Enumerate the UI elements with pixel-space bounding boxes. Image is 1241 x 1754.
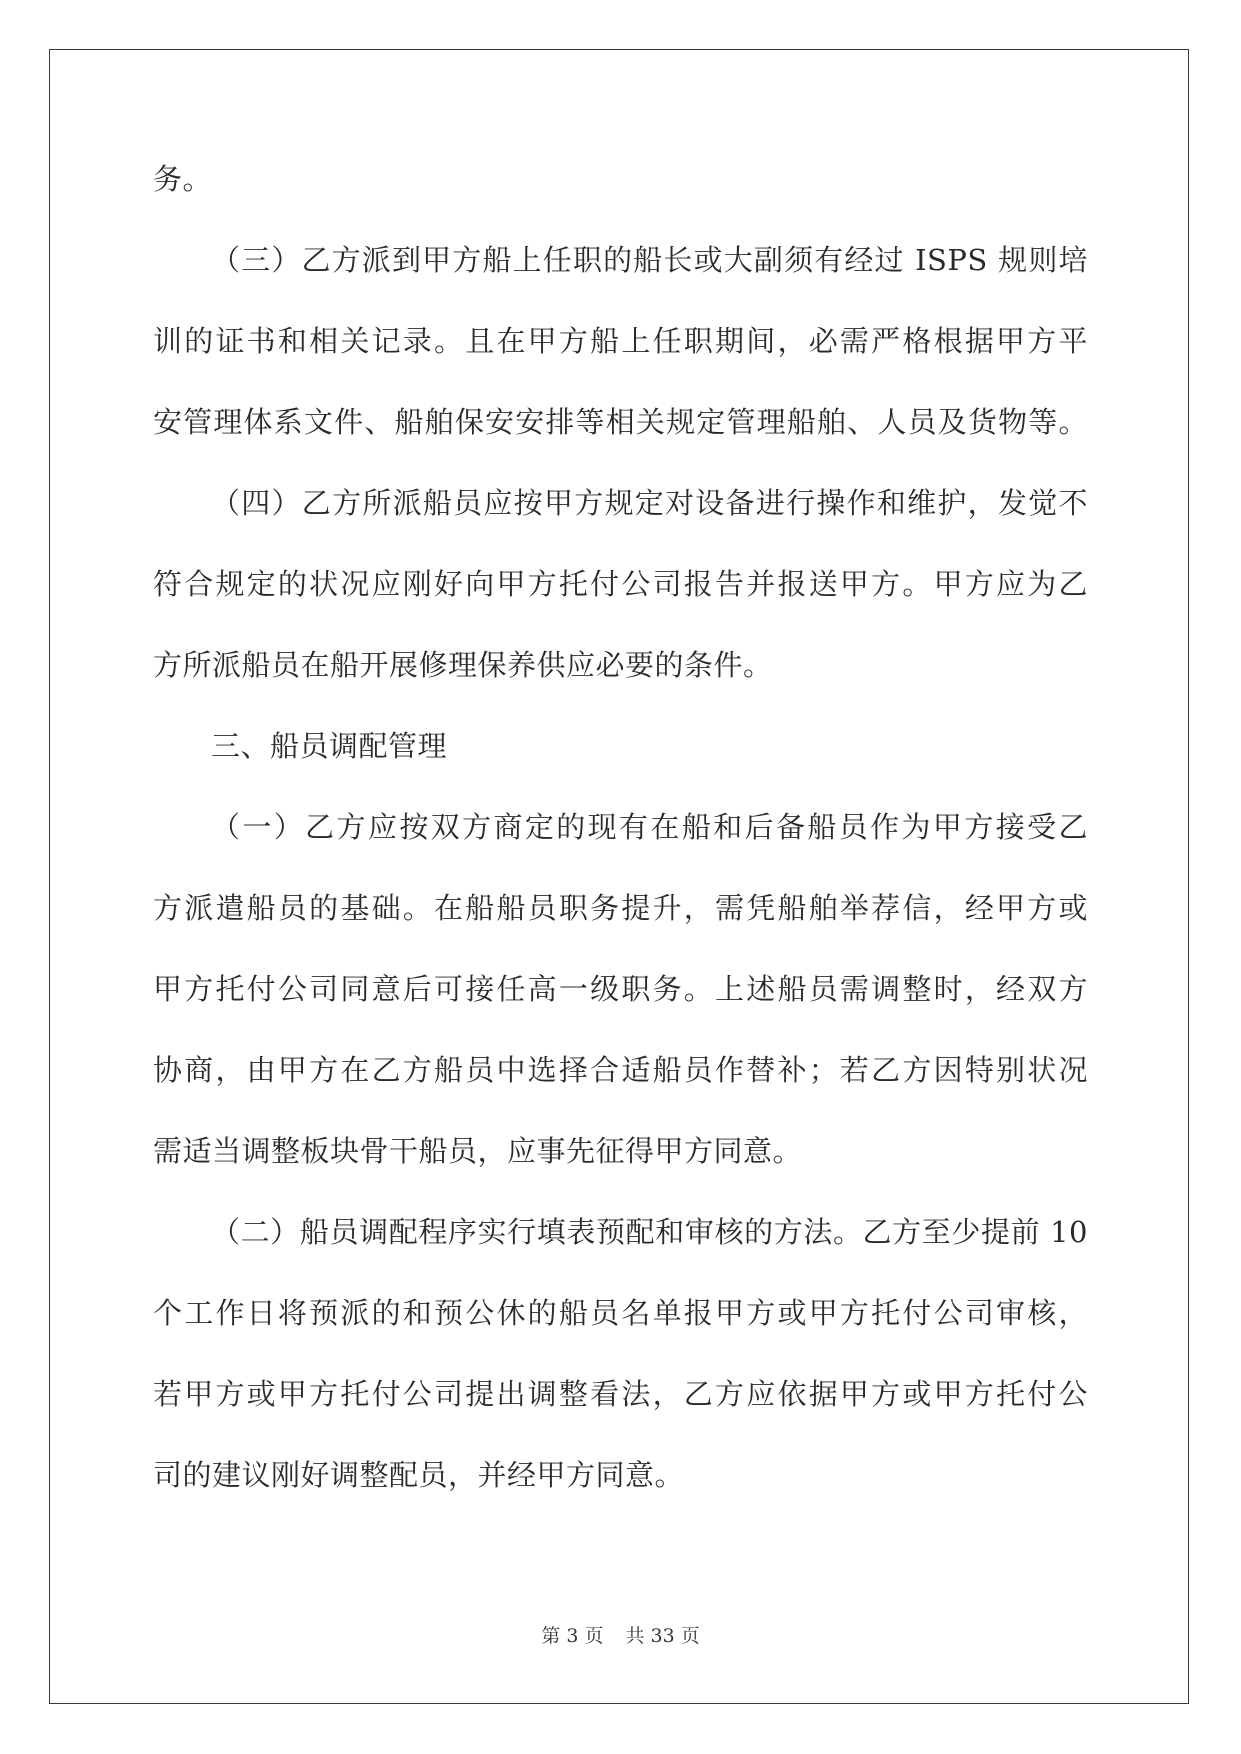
text-line: 务。 [153, 162, 213, 196]
text-line: 方派遣船员的基础。在船船员职务提升，需凭船舶举荐信，经甲方或 [153, 891, 1088, 925]
section-heading: 三、船员调配管理 [211, 729, 448, 763]
text-line: 个工作日将预派的和预公休的船员名单报甲方或甲方托付公司审核， [153, 1296, 1088, 1330]
document-body [153, 162, 1088, 1539]
text-line: 协商，由甲方在乙方船员中选择合适船员作替补；若乙方因特别状况 [153, 1053, 1088, 1087]
text-line: 司的建议刚好调整配员，并经甲方同意。 [153, 1458, 685, 1492]
text-line: 训的证书和相关记录。且在甲方船上任职期间，必需严格根据甲方平 [153, 324, 1088, 358]
text-line: （二）船员调配程序实行填表预配和审核的方法。乙方至少提前 10 [211, 1215, 1088, 1249]
text-line: （四）乙方所派船员应按甲方规定对设备进行操作和维护，发觉不 [211, 486, 1088, 520]
text-line: 方所派船员在船开展修理保养供应必要的条件。 [153, 648, 773, 682]
page-number: 第 3 页 [541, 1625, 604, 1647]
text-line: 符合规定的状况应刚好向甲方托付公司报告并报送甲方。甲方应为乙 [153, 567, 1088, 601]
page-total: 共 33 页 [625, 1625, 700, 1647]
text-line: 安管理体系文件、船舶保安安排等相关规定管理船舶、人员及货物等。 [153, 405, 1088, 439]
page-footer [0, 1621, 1241, 1648]
text-line: （三）乙方派到甲方船上任职的船长或大副须有经过 ISPS 规则培 [211, 243, 1088, 277]
text-line: 需适当调整板块骨干船员，应事先征得甲方同意。 [153, 1134, 803, 1168]
text-line: 甲方托付公司同意后可接任高一级职务。上述船员需调整时，经双方 [153, 972, 1088, 1006]
text-line: 若甲方或甲方托付公司提出调整看法，乙方应依据甲方或甲方托付公 [153, 1377, 1088, 1411]
text-line: （一）乙方应按双方商定的现有在船和后备船员作为甲方接受乙 [211, 810, 1088, 844]
